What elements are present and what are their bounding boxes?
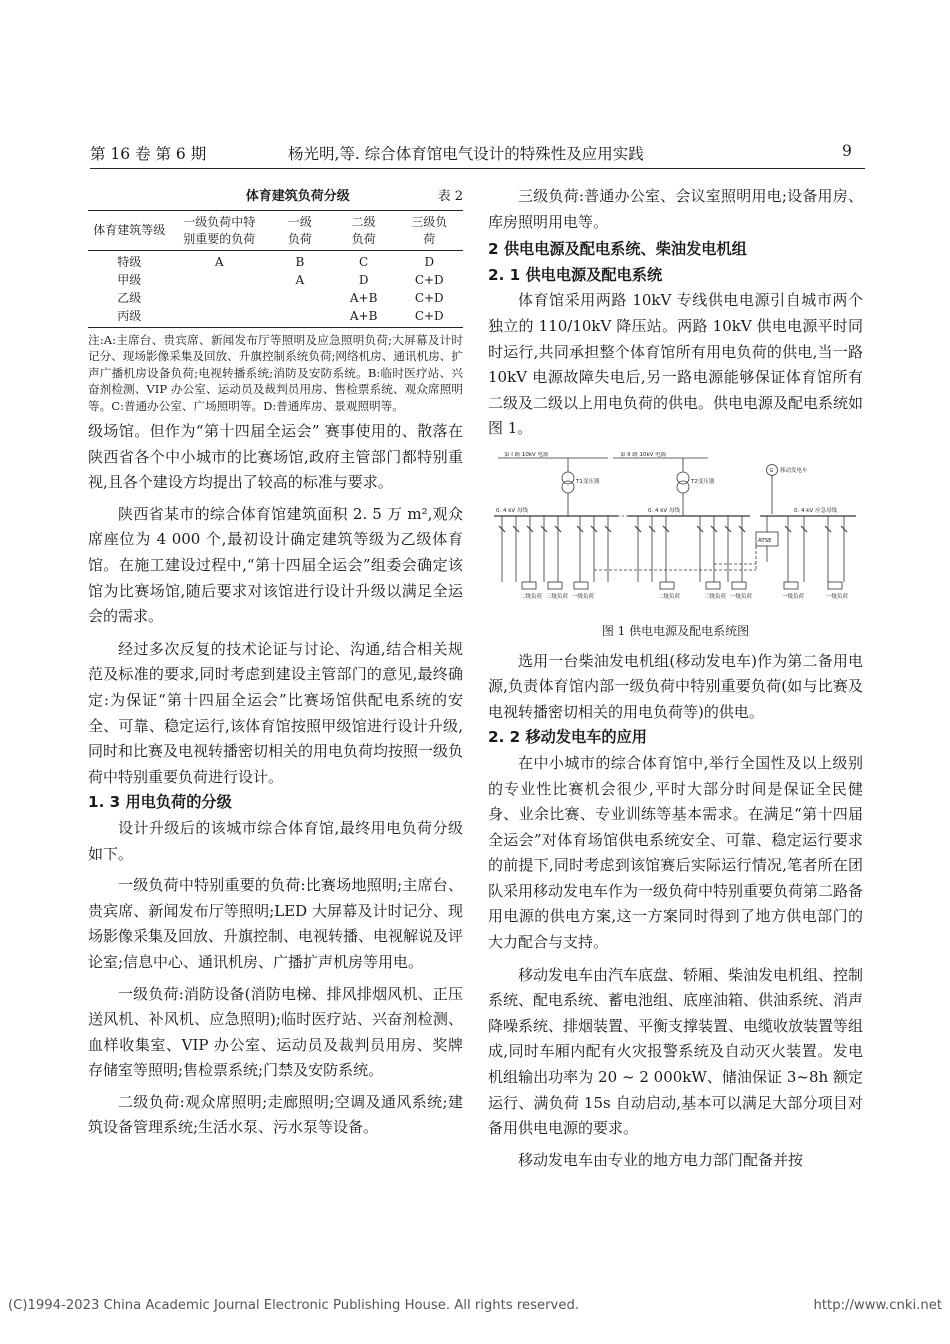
label-generator-symbol: G [769,467,774,474]
figure-caption: 图 1 供电电源及配电系统图 [601,623,750,638]
table-cell: A+B [349,309,378,323]
col-header-level2: 二级负荷 [351,215,376,246]
table-cell: C+D [414,291,444,305]
header-rule [90,168,865,169]
table-cell [268,289,332,307]
load-box [828,582,842,589]
section-heading-2-2: 2. 2 移动发电车的应用 [488,728,647,747]
paragraph: 一级负荷:消防设备(消防电梯、排风排烟风机、正压送风机、补风机、应急照明);临时医疗站、兴奋剂检测、血样收集室、VIP 办公室、运动员及裁判员用房、奖牌存储室等照明;售检票系统;门禁及安防系统。 [88,984,463,1080]
load-box [574,582,588,589]
label-bus-2: 0. 4 kV 母线 [648,507,680,514]
paragraph: 在中小城市的综合体育馆中,举行全国性及以上级别的专业性比赛机会很少,平时大部分时间是保证全民健身、业余比赛、专业训练等基本需求。在满足“第十四届全运会”对体育场馆供电系统安全、可靠、稳定运行要求的前提下,同时考虑到该馆赛后实际运行情况,笔者所在团队采用移动发电车作为一级负荷中特别重要负荷第二路备用电源的供电方案,这一方案同时得到了地方供电部门的大力配合与支持。 [488,753,864,952]
left-column [88,184,463,1141]
table-number: 表 2 [437,189,463,205]
table-cell: D [424,255,435,269]
page-number: 9 [842,142,852,160]
table-cell [171,271,269,289]
load-box [706,582,720,589]
label-load-3: 三级负荷 [704,593,727,600]
paragraph: 移动发电车由专业的地方电力部门配备并按 [518,1150,804,1169]
table-cell: A [295,273,305,287]
paragraph: 选用一台柴油发电机组(移动发电车)作为第二备用电源,负责体育馆内部一级负荷中特别重要负荷(如与比赛及电视转播密切相关的用电负荷等)的供电。 [488,651,863,721]
section-heading-2-1: 2. 1 供电电源及配电系统 [488,265,663,284]
table-cell: C+D [414,273,444,287]
journal-issue: 第 16 卷 第 6 期 [90,145,207,163]
paragraph: 体育馆采用两路 10kV 专线供电电源引自城市两个独立的 110/10kV 降压站。两路 10kV 供电电源平时同时运行,共同承担整个体育馆所有用电负荷的供电,当一路 10kV 电源故障失电后,另一路电源能够保证体育馆所有二级及二级以上用电负荷的供电。供电电源及配电系统如图 1。 [488,291,864,438]
label-load-1: 一级负荷 [730,593,753,600]
paragraph: 三级负荷:普通办公室、会议室照明用电;设备用房、库房照明用电等。 [488,187,863,231]
table-cell: C [359,255,369,269]
table-header-row [88,211,463,251]
table-row [88,271,463,289]
label-bus-1: 0. 4 kV 母线 [496,507,528,514]
paragraph: 级场馆。但作为“第十四届全运会” 赛事使用的、散落在陕西省各个中小城市的比赛场馆,政府主管部门都特别重视,且各个建设方均提出了较高的标准与要求。 [88,422,463,492]
footer-url[interactable]: http://www.cnki.net [813,1298,942,1313]
table-title-row [88,184,463,210]
footer [8,1298,942,1313]
section-heading-2: 2 供电电源及配电系统、柴油发电机组 [488,240,747,259]
running-title: 杨光明,等. 综合体育馆电气设计的特殊性及应用实践 [288,145,644,163]
figure-1 [488,452,863,641]
col-header-level3: 三级负荷 [411,215,448,246]
label-t1: T1变压器 [576,478,600,485]
table-cell: 甲级 [117,273,142,287]
table-cell: B [295,255,305,269]
paragraph: 二级负荷:观众席照明;走廊照明;空调及通风系统;建筑设备管理系统;生活水泵、污水泵等设备。 [88,1092,463,1137]
table-cell [268,307,332,328]
label-source-2: 第 II 路 10kV 电源 [620,451,667,458]
table-title: 体育建筑负荷分级 [245,189,350,205]
table-row [88,251,463,272]
section-heading-1-3: 1. 3 用电负荷的分级 [88,793,232,812]
label-generator: 移动发电车 [780,467,808,474]
col-header-level1: 一级负荷 [287,215,312,246]
right-column [488,184,863,1173]
table-row [88,307,463,328]
load-box [660,582,674,589]
paragraph: 经过多次反复的技术论证与讨论、沟通,结合相关规范及标准的要求,同时考虑到建设主管部门的意见,最终确定:为保证“第十四届全运会”比赛场馆供配电系统的安全、可靠、稳定运行,该体育馆按照甲级馆进行设计升级,同时和比赛及电视转播密切相关的用电负荷均按照一级负荷中特别重要负荷进行设计。 [88,639,464,786]
label-load-1: 一级负荷 [826,593,849,600]
table-cell: A+B [349,291,378,305]
label-atse: ATSE [758,537,772,544]
table-cell: D [358,273,369,287]
paragraph: 移动发电车由汽车底盘、轿厢、柴油发电机组、控制系统、配电系统、蓄电池组、底座油箱、供油系统、消声降噪系统、排烟装置、平衡支撑装置、电缆收放装置等组成,同时车厢内配有火灾报警系统及自动灭火装置。发电机组输出功率为 20 ~ 2 000kW、储油保证 3~8h 额定运行、满负荷 15s 自动启动,基本可以满足大部分项目对备用供电电源的要求。 [488,965,864,1138]
copyright-notice: (C)1994-2023 China Academic Journal Electronic Publishing House. All rights reserved. [8,1298,580,1313]
table-cell [171,307,269,328]
label-t2: T2变压器 [691,478,715,485]
label-load-1: 一级负荷 [572,593,595,600]
load-box [548,582,562,589]
table-cell: C+D [414,309,444,323]
power-distribution-diagram [488,452,863,610]
table-cell [171,289,269,307]
label-load-2: 二级负荷 [658,593,681,600]
load-box [784,582,798,589]
label-load-2: 二级负荷 [520,593,543,600]
table-row [88,289,463,307]
paragraph: 设计升级后的该城市综合体育馆,最终用电负荷分级如下。 [88,818,463,863]
load-box [732,582,746,589]
paragraph: 陕西省某市的综合体育馆建筑面积 2. 5 万 m²,观众席座位为 4 000 个,最初设计确定建筑等级为乙级体育馆。在施工建设过程中,“第十四届全运会”组委会确定该馆为比赛场馆,随后要求对该馆进行设计升级以满足全运会的需求。 [88,504,463,626]
label-load-3: 三级负荷 [546,593,569,600]
paragraph: 一级负荷中特别重要的负荷:比赛场地照明;主席台、贵宾席、新闻发布厅等照明;LED 大屏幕及计时记分、现场影像采集及回放、升旗控制、电视转播、电视解说及评论室;信息中心、通讯机房、广播扩声机房等用电。 [88,876,464,971]
load-classification-table [88,210,463,328]
label-source-1: 第 I 路 10kV 电源 [504,451,549,458]
label-bus-emergency: 0. 4 kV 应急母线 [794,507,837,514]
table-note: 注:A:主席台、贵宾席、新闻发布厅等照明及应急照明负荷;大屏幕及计时记分、现场影像采集及回放、升旗控制系统负荷;网络机房、通讯机房、扩声广播机房设备负荷;电视转播系统;消防及安防系统。B:临时医疗站、兴奋剂检测、VIP 办公室、运动员及裁判员用房、售检票系统、观众席照明等。C:普通办公室、广场照明等。D:普通库房、景观照明等。 [88,333,463,413]
load-box [522,582,536,589]
col-header-special: 一级负荷中特别重要的负荷 [183,215,256,246]
label-load-1: 一级负荷 [782,593,805,600]
table-cell: 丙级 [117,309,142,323]
table-cell: 特级 [117,255,142,269]
col-header-grade: 体育建筑等级 [93,223,166,238]
table-cell: 乙级 [117,291,142,305]
table-cell: A [214,255,224,269]
